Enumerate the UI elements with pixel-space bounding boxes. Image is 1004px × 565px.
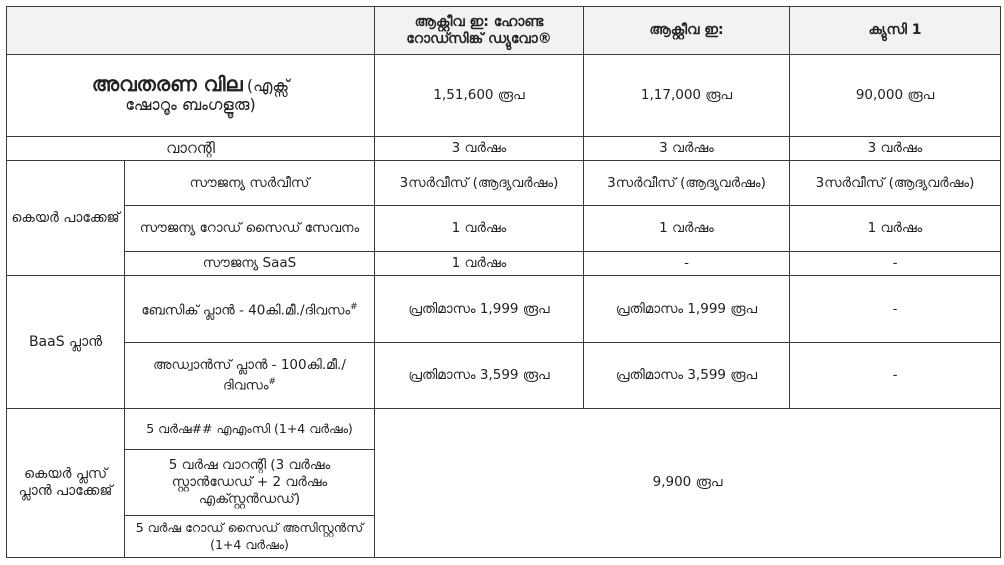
price-label-sub-a: (എക്സ് bbox=[246, 75, 290, 95]
care-package-label: കെയർ പാക്കേജ് bbox=[7, 161, 125, 276]
care-row-value: 3സർവീസ് (ആദ്യവർഷം) bbox=[584, 161, 790, 206]
price-label bbox=[7, 55, 375, 136]
price-value: 90,000 രൂപ bbox=[790, 55, 1001, 136]
care-plus-amc-row bbox=[7, 408, 1001, 449]
baas-row-name bbox=[125, 276, 375, 343]
baas-row-value: പ്രതിമാസം 1,999 രൂപ bbox=[584, 276, 790, 343]
baas-basic-row bbox=[7, 276, 1001, 343]
care-row-value: 3സർവീസ് (ആദ്യവർഷം) bbox=[790, 161, 1001, 206]
baas-row-value: - bbox=[790, 343, 1001, 409]
care-service-row bbox=[7, 161, 1001, 206]
header-activa-e-duo: ആക്റ്റീവ ഇ: ഹോണ്ട റോഡ്സിങ്ക് ഡ്യുവോ® bbox=[375, 7, 584, 55]
care-row-value: 1 വർഷം bbox=[375, 206, 584, 251]
baas-label: BaaS പ്ലാൻ bbox=[7, 276, 125, 409]
care-row-name: സൗജന്യ SaaS bbox=[125, 251, 375, 276]
header-empty-cell bbox=[7, 7, 375, 55]
price-row bbox=[7, 55, 1001, 136]
price-value: 1,51,600 രൂപ bbox=[375, 55, 584, 136]
baas-row-value: പ്രതിമാസം 3,599 രൂപ bbox=[584, 343, 790, 409]
care-row-name: സൗജന്യ റോഡ് സൈഡ് സേവനം bbox=[125, 206, 375, 251]
care-row-value: - bbox=[790, 251, 1001, 276]
footnote-mark: # bbox=[268, 376, 277, 387]
care-plus-item: 5 വർഷ റോഡ് സൈഡ് അസിസ്റ്റൻസ് (1+4 വർഷം) bbox=[125, 515, 375, 557]
baas-advance-row bbox=[7, 343, 1001, 409]
header-activa-e: ആക്റ്റീവ ഇ: bbox=[584, 7, 790, 55]
warranty-value: 3 വർഷം bbox=[584, 136, 790, 161]
comparison-table bbox=[6, 6, 1001, 558]
price-label-sub-b: ഷോറൂം ബംഗളൂരു) bbox=[125, 94, 256, 114]
care-plus-label: കെയർ പ്ലസ് പ്ലാൻ പാക്കേജ് bbox=[7, 408, 125, 557]
warranty-row bbox=[7, 136, 1001, 161]
baas-row-name bbox=[125, 343, 375, 409]
care-roadside-row bbox=[7, 206, 1001, 251]
warranty-value: 3 വർഷം bbox=[375, 136, 584, 161]
care-row-value: 3സർവീസ് (ആദ്യവർഷം) bbox=[375, 161, 584, 206]
care-row-value: 1 വർഷം bbox=[375, 251, 584, 276]
warranty-label: വാറന്റി bbox=[7, 136, 375, 161]
care-plus-item: 5 വർഷ## എഎംസി (1+4 വർഷം) bbox=[125, 408, 375, 449]
warranty-value: 3 വർഷം bbox=[790, 136, 1001, 161]
care-saas-row bbox=[7, 251, 1001, 276]
header-row bbox=[7, 7, 1001, 55]
care-row-name: സൗജന്യ സർവീസ് bbox=[125, 161, 375, 206]
baas-row-name-text: ബേസിക് പ്ലാൻ - 40കി.മീ./ദിവസം bbox=[141, 302, 351, 319]
footnote-mark: # bbox=[350, 301, 358, 312]
price-value: 1,17,000 രൂപ bbox=[584, 55, 790, 136]
care-row-value: 1 വർഷം bbox=[790, 206, 1001, 251]
baas-row-value: പ്രതിമാസം 1,999 രൂപ bbox=[375, 276, 584, 343]
care-plus-price: 9,900 രൂപ bbox=[375, 408, 1001, 557]
care-row-value: 1 വർഷം bbox=[584, 206, 790, 251]
baas-row-value: - bbox=[790, 276, 1001, 343]
care-row-value: - bbox=[584, 251, 790, 276]
baas-row-name-text: അഡ്വാൻസ് പ്ലാൻ - 100കി.മീ./ദിവസം bbox=[153, 356, 346, 394]
price-label-main: അവതരണ വില bbox=[91, 71, 243, 96]
care-plus-item: 5 വർഷ വാറന്റി (3 വർഷം സ്റ്റാൻഡേഡ് + 2 വർഷം എക്സ്റ്റൻഡഡ്) bbox=[125, 449, 375, 515]
baas-row-value: പ്രതിമാസം 3,599 രൂപ bbox=[375, 343, 584, 409]
header-qc1: ക്യുസി 1 bbox=[790, 7, 1001, 55]
